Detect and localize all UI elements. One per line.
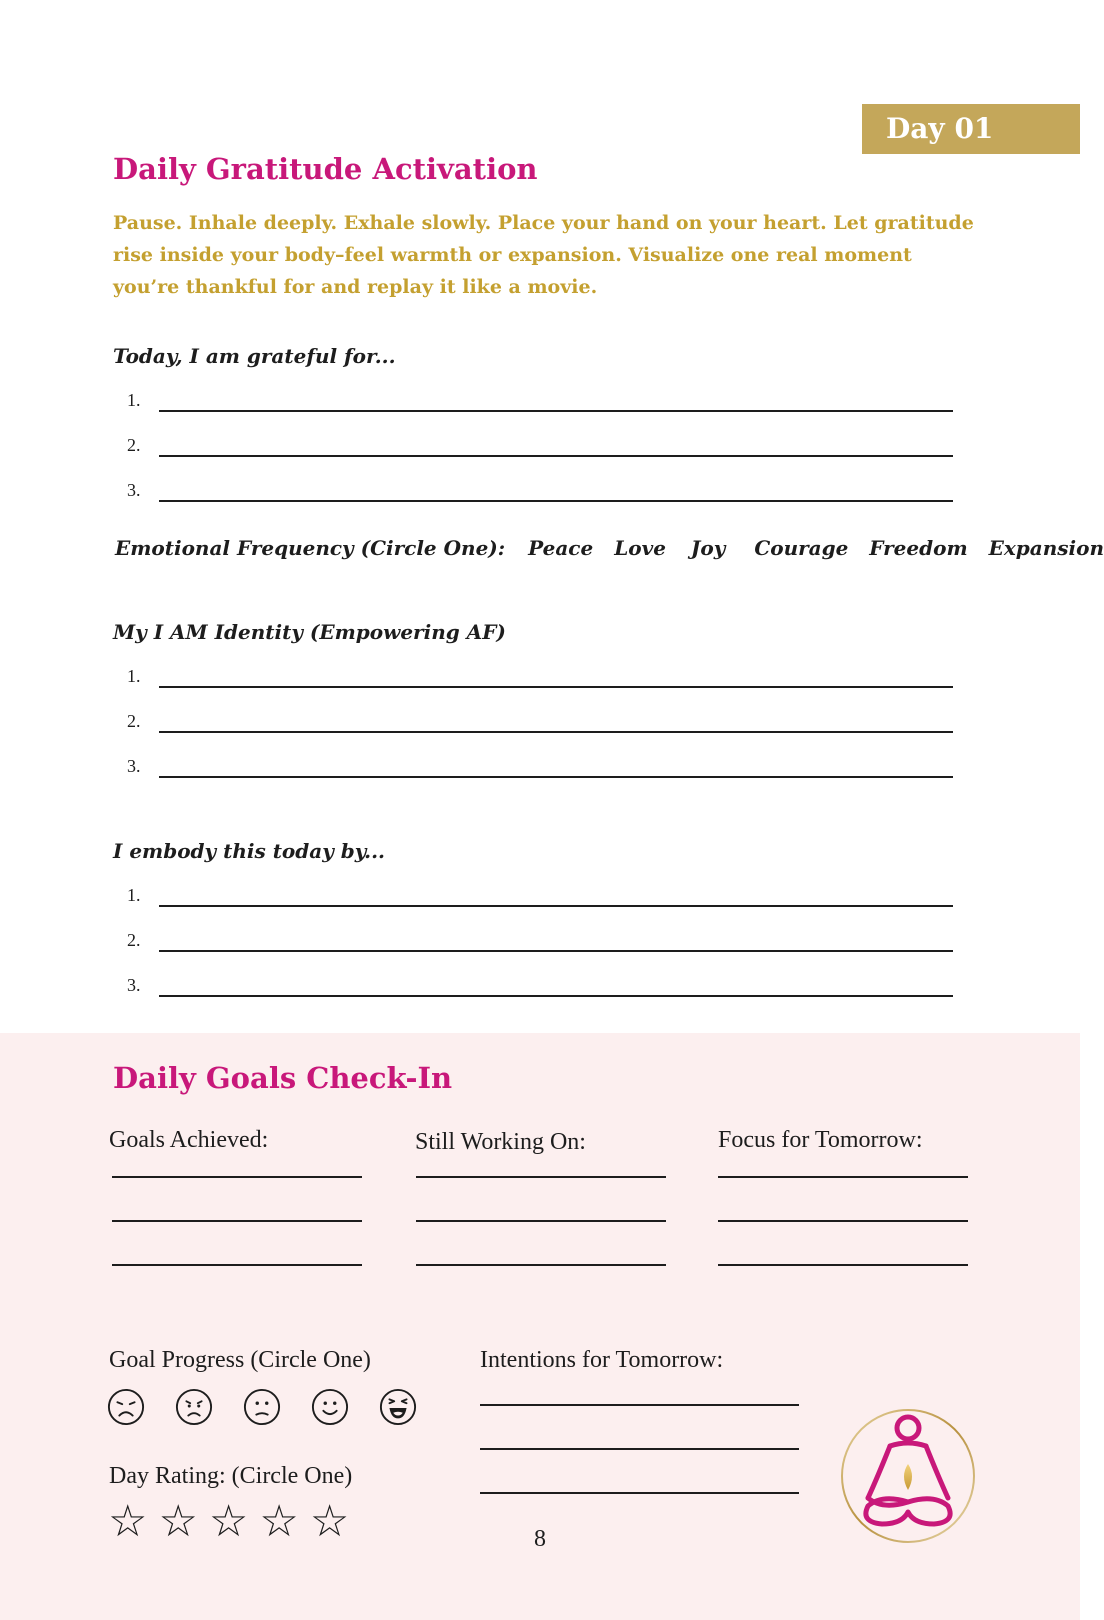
list-item bbox=[127, 881, 953, 926]
meditation-logo-icon bbox=[838, 1406, 978, 1546]
write-line[interactable] bbox=[480, 1406, 799, 1450]
write-line[interactable] bbox=[159, 410, 953, 412]
day-rating-label: Day Rating: (Circle One) bbox=[109, 1463, 353, 1489]
goal-progress-label: Goal Progress (Circle One) bbox=[109, 1347, 371, 1373]
list-item bbox=[127, 926, 953, 971]
item-number: 2. bbox=[127, 930, 141, 950]
embody-list bbox=[127, 881, 953, 1016]
gratitude-intro: Pause. Inhale deeply. Exhale slowly. Place your hand on your heart. Let gratitude rise inside your body–feel warmth or expansion. Visualize one real moment you’re thankful for and replay it like a movie. bbox=[113, 212, 974, 298]
write-line[interactable] bbox=[480, 1362, 799, 1406]
page-number: 8 bbox=[534, 1526, 546, 1552]
smiling-face-icon[interactable] bbox=[311, 1388, 349, 1426]
write-line[interactable] bbox=[159, 995, 953, 997]
focus-tomorrow-label: Focus for Tomorrow: bbox=[718, 1127, 923, 1153]
write-line[interactable] bbox=[112, 1178, 362, 1222]
intentions-label: Intentions for Tomorrow: bbox=[480, 1347, 724, 1373]
emotional-frequency-label: Emotional Frequency (Circle One): bbox=[115, 536, 506, 560]
write-line[interactable] bbox=[112, 1134, 362, 1178]
write-line[interactable] bbox=[159, 905, 953, 907]
write-line[interactable] bbox=[480, 1450, 799, 1494]
list-item bbox=[127, 752, 953, 797]
emotional-frequency bbox=[115, 536, 1104, 560]
item-number: 2. bbox=[127, 711, 141, 731]
write-line[interactable] bbox=[159, 950, 953, 952]
laughing-face-icon[interactable] bbox=[379, 1388, 417, 1426]
write-line[interactable] bbox=[718, 1134, 968, 1178]
write-line[interactable] bbox=[416, 1178, 666, 1222]
focus-tomorrow-lines bbox=[718, 1134, 968, 1266]
goal-progress-faces bbox=[107, 1388, 417, 1426]
write-line[interactable] bbox=[416, 1222, 666, 1266]
write-line[interactable] bbox=[718, 1178, 968, 1222]
day-tab: Day 01 bbox=[862, 104, 1080, 154]
emotion-option-love[interactable]: Love bbox=[614, 536, 666, 560]
grateful-prompt: Today, I am grateful for... bbox=[113, 344, 396, 368]
write-line[interactable] bbox=[159, 686, 953, 688]
write-line[interactable] bbox=[159, 455, 953, 457]
list-item bbox=[127, 386, 953, 431]
write-line[interactable] bbox=[718, 1222, 968, 1266]
star-icon[interactable]: ☆ bbox=[158, 1496, 198, 1547]
identity-prompt: My I AM Identity (Empowering AF) bbox=[113, 620, 506, 644]
gratitude-title: Daily Gratitude Activation bbox=[113, 152, 538, 186]
write-line[interactable] bbox=[112, 1222, 362, 1266]
item-number: 1. bbox=[127, 885, 141, 905]
embody-prompt: I embody this today by... bbox=[113, 839, 386, 863]
item-number: 2. bbox=[127, 435, 141, 455]
item-number: 3. bbox=[127, 756, 141, 776]
list-item bbox=[127, 707, 953, 752]
goals-achieved-label: Goals Achieved: bbox=[109, 1127, 269, 1153]
list-item bbox=[127, 662, 953, 707]
emotion-option-joy[interactable]: Joy bbox=[690, 536, 726, 560]
emotion-option-courage[interactable]: Courage bbox=[754, 536, 849, 560]
star-icon[interactable]: ☆ bbox=[309, 1496, 350, 1547]
still-working-label: Still Working On: bbox=[415, 1129, 586, 1155]
write-line[interactable] bbox=[416, 1134, 666, 1178]
goals-achieved-lines bbox=[112, 1134, 362, 1266]
write-line[interactable] bbox=[159, 731, 953, 733]
list-item bbox=[127, 476, 953, 521]
emotion-option-freedom[interactable]: Freedom bbox=[869, 536, 968, 560]
crying-face-icon[interactable] bbox=[107, 1388, 145, 1426]
item-number: 1. bbox=[127, 390, 141, 410]
star-icon[interactable]: ☆ bbox=[259, 1496, 299, 1547]
write-line[interactable] bbox=[159, 776, 953, 778]
item-number: 3. bbox=[127, 480, 141, 500]
emotion-option-expansion[interactable]: Expansion bbox=[988, 536, 1104, 560]
identity-list bbox=[127, 662, 953, 797]
grateful-list bbox=[127, 386, 953, 521]
emotion-option-peace[interactable]: Peace bbox=[528, 536, 594, 560]
intentions-lines bbox=[480, 1362, 799, 1494]
goals-title: Daily Goals Check-In bbox=[113, 1061, 453, 1095]
star-icon[interactable]: ☆ bbox=[108, 1496, 148, 1547]
still-working-lines bbox=[416, 1134, 666, 1266]
list-item bbox=[127, 971, 953, 1016]
star-icon[interactable]: ☆ bbox=[208, 1496, 249, 1547]
write-line[interactable] bbox=[159, 500, 953, 502]
list-item bbox=[127, 431, 953, 476]
neutral-face-icon[interactable] bbox=[243, 1388, 281, 1426]
item-number: 3. bbox=[127, 975, 141, 995]
frowning-face-icon[interactable] bbox=[175, 1388, 213, 1426]
item-number: 1. bbox=[127, 666, 141, 686]
